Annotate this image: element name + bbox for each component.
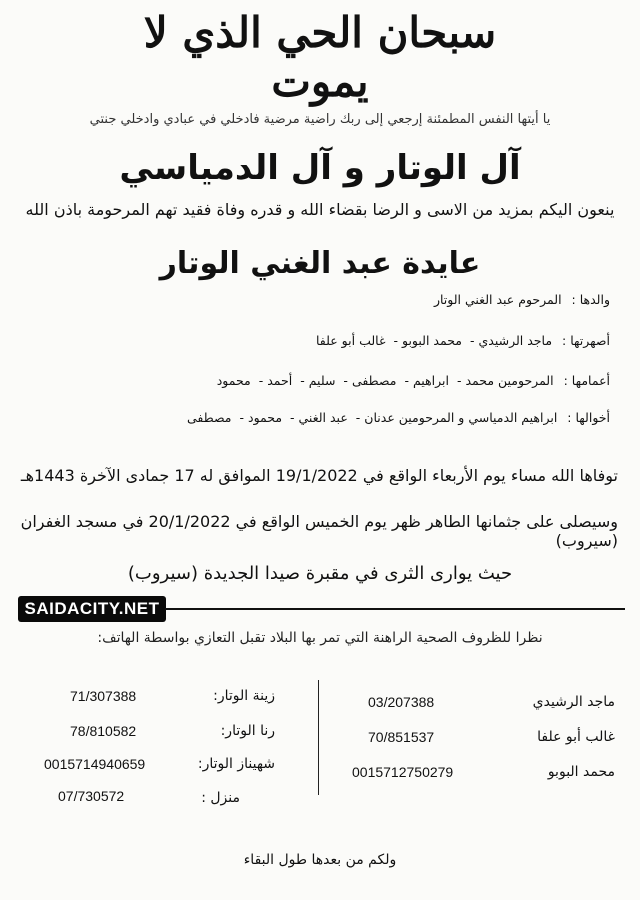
relative-name: محمد البوبو (402, 333, 462, 348)
relative-name: ابراهيم الدمياسي و المرحومين عدنان (364, 410, 558, 425)
relative-name: المرحومين محمد (465, 373, 554, 388)
relative-label: والدها : (571, 292, 610, 307)
announcement-text: ينعون اليكم بمزيد من الاسى و الرضا بقضاء الله و قدره وفاة فقيد تهم المرحومة باذن الله (25, 200, 615, 219)
calligraphy-heading: سبحان الحي الذي لا يموت (143, 8, 497, 106)
relative-name: ماجد الرشيدي (478, 333, 553, 348)
relative-name: غالب أبو علفا (315, 333, 386, 348)
contact-name: منزل : (201, 790, 240, 806)
relative-name: محمود (248, 410, 283, 425)
contact-phone: 71/307388 (70, 688, 137, 704)
contact-phone: 0015714940659 (44, 756, 146, 772)
relative-name: مصطفى (351, 373, 397, 388)
relatives-row-uncles: أعمامها : المرحومين محمد- ابراهيم- مصطفى- سليم- أحمد- محمود (216, 373, 610, 388)
contact-name: ماجد الرشيدي (532, 694, 615, 710)
relative-label: أخوالها : (567, 410, 610, 425)
relative-name: أحمد (267, 373, 293, 388)
contact-name: محمد البوبو (547, 764, 615, 780)
contact-name: غالب أبو علفا (537, 729, 615, 745)
relative-name: مصطفى (186, 410, 232, 425)
relative-name: ابراهيم (412, 373, 449, 388)
relative-label: أصهرتها : (562, 333, 610, 348)
closing-text: ولكم من بعدها طول البقاء (243, 852, 397, 868)
contact-phone: 70/851537 (368, 729, 435, 745)
contact-name: زينة الوتار: (213, 688, 275, 704)
condolence-note: نظرا للظروف الصحية الراهنة التي تمر بها البلاد تقبل التعازي بواسطة الهاتف: (97, 630, 543, 646)
relatives-row-maternal-uncles: أخوالها : ابراهيم الدمياسي و المرحومين عدنان- عبد الغني- محمود- مصطفى (186, 410, 610, 425)
death-notice: توفاها الله مساء يوم الأربعاء الواقع في 19/1/2022 الموافق له 17 جمادى الآخرة 1443هـ (20, 466, 618, 485)
column-divider (318, 680, 319, 795)
relative-name: سليم (308, 373, 336, 388)
relative-name: محمود (216, 373, 251, 388)
saidacity-logo: SAIDACITY.NET (18, 596, 166, 622)
contact-phone: 03/207388 (368, 694, 435, 710)
contact-name: شهيناز الوتار: (197, 756, 275, 772)
burial-notice: حيث يوارى الثرى في مقبرة صيدا الجديدة (سيروب) (127, 563, 513, 584)
contact-phone: 78/810582 (70, 723, 137, 739)
family-name: آل الوتار و آل الدمياسي (119, 148, 521, 188)
relatives-row-father (50, 292, 610, 307)
divider (165, 608, 625, 610)
deceased-name: عايدة عبد الغني الوتار (159, 246, 481, 281)
quran-verse: يا أيتها النفس المطمئنة إرجعي إلى ربك راضية مرضية فادخلي في عبادي وادخلي جنتي (89, 112, 551, 127)
contact-name: رنا الوتار: (220, 723, 275, 739)
relatives-row-inlaws: أصهرتها : ماجد الرشيدي- محمد البوبو- غالب أبو علفا (315, 333, 610, 348)
relative-name: عبد الغني (298, 410, 348, 425)
contact-phone: 0015712750279 (352, 764, 454, 780)
prayer-notice: وسيصلى على جثمانها الطاهر ظهر يوم الخميس الواقع في 20/1/2022 في مسجد الغفران (سيروب) (20, 512, 618, 550)
relative-name: المرحوم عبد الغني الوتار (433, 292, 562, 307)
contact-phone: 07/730572 (58, 788, 125, 804)
relative-label: أعمامها : (563, 373, 610, 388)
